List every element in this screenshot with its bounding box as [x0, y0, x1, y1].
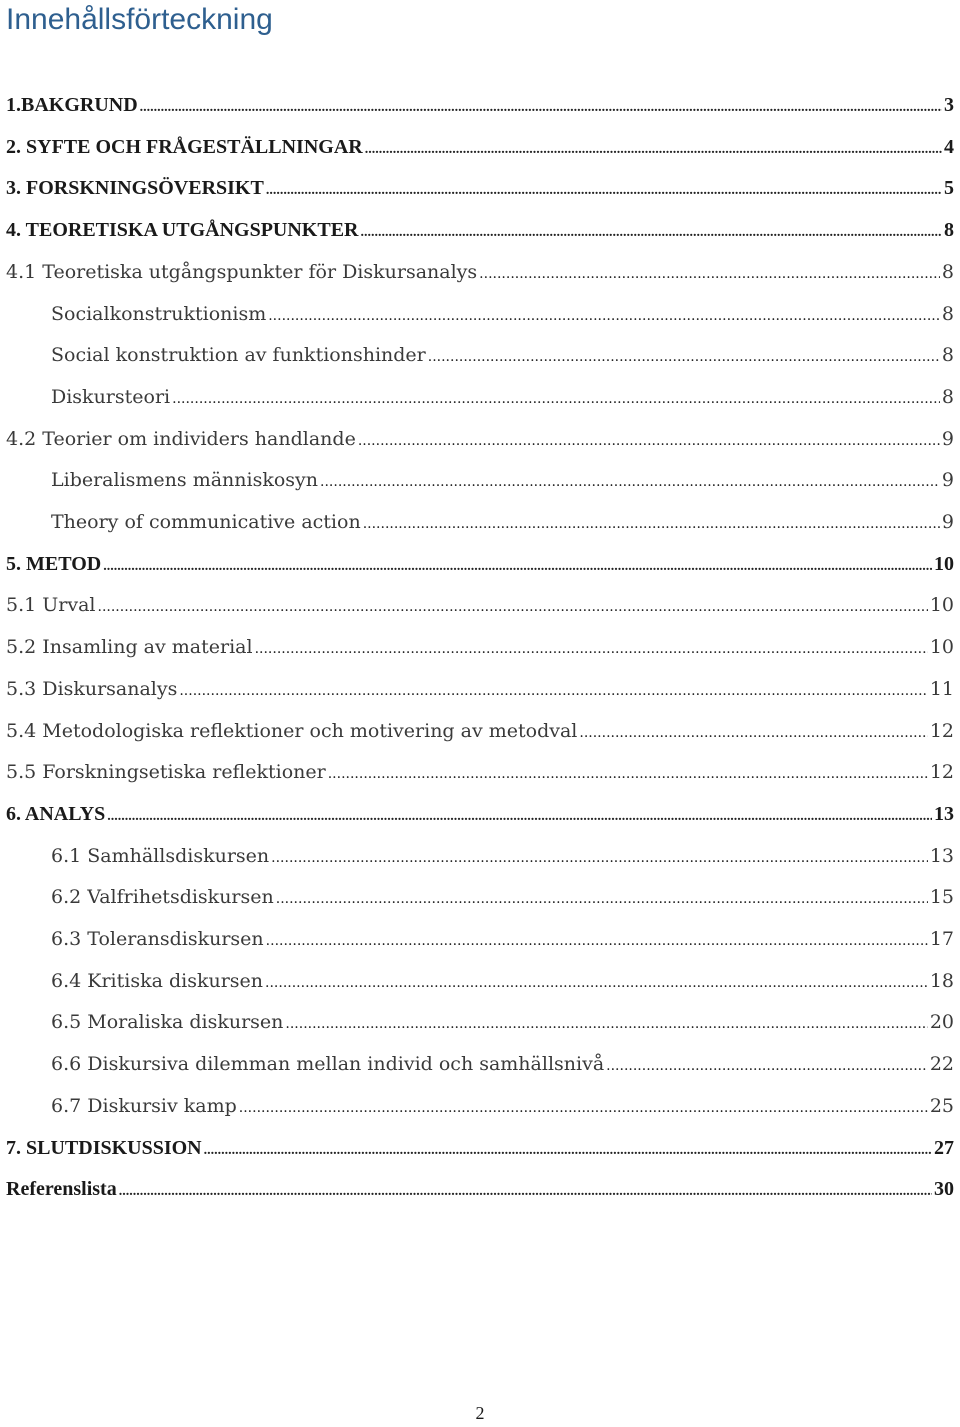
toc-entry[interactable]: [51, 465, 954, 495]
toc-entry[interactable]: [51, 299, 954, 329]
toc-dot-leader: [428, 342, 940, 372]
toc-dot-leader: [358, 426, 940, 456]
toc-entry-page: 10: [929, 636, 954, 659]
toc-dot-leader: [320, 467, 940, 497]
toc-dot-leader: [239, 1093, 928, 1123]
toc-entry-label: 5.4 Metodologiska reflektioner och motivering av metodval: [6, 719, 578, 742]
toc-entry-page: 22: [929, 1053, 954, 1076]
page-number: 2: [475, 1403, 485, 1423]
toc-dot-leader: [285, 1009, 927, 1039]
toc-entry-page: 13: [934, 802, 954, 825]
toc-entry-page: 12: [929, 719, 954, 742]
toc-entry-label: 6.1 Samhällsdiskursen: [51, 844, 270, 867]
toc-entry-label: 6.3 Toleransdiskursen: [51, 928, 264, 950]
toc-entry-page: 27: [934, 1136, 954, 1159]
toc-entry[interactable]: [6, 173, 954, 203]
toc-dot-leader: [266, 926, 928, 956]
toc-entry[interactable]: [51, 340, 954, 370]
toc-entry-label: Theory of communicative action: [51, 511, 361, 533]
toc-entry-label: 5.3 Diskursanalys: [6, 677, 178, 700]
toc-entry[interactable]: [6, 424, 954, 454]
toc-entry-page: 10: [929, 594, 954, 617]
toc-dot-leader: [579, 718, 927, 748]
toc-dot-leader: [140, 93, 942, 123]
toc-entry-page: 8: [944, 219, 954, 242]
toc-entry-page: 8: [941, 344, 954, 367]
toc-entry[interactable]: [51, 507, 954, 537]
toc-entry-page: 8: [941, 302, 954, 325]
toc-entry-page: 8: [941, 385, 954, 408]
toc-dot-leader: [98, 592, 928, 622]
toc-entry-page: 11: [929, 677, 954, 700]
toc-entry[interactable]: [6, 674, 954, 704]
toc-dot-leader: [119, 1177, 932, 1207]
toc-dot-leader: [265, 968, 928, 998]
toc-dot-leader: [266, 176, 942, 206]
toc-entry-page: 15: [929, 886, 954, 909]
toc-entry[interactable]: [51, 966, 954, 996]
toc-entry-page: 10: [934, 552, 954, 575]
toc-dot-leader: [255, 634, 928, 664]
toc-dot-leader: [204, 1136, 932, 1166]
toc-entry[interactable]: [6, 1133, 954, 1163]
toc-entry-page: 17: [929, 928, 954, 950]
toc-dot-leader: [479, 259, 940, 289]
toc-entry-label: 5.2 Insamling av material: [6, 636, 253, 659]
toc-entry[interactable]: [51, 882, 954, 912]
toc-entry[interactable]: [6, 799, 954, 829]
toc-entry[interactable]: [6, 757, 954, 787]
toc-entry-page: 30: [934, 1178, 954, 1201]
toc-entry-label: 4.2 Teorier om individers handlande: [6, 427, 356, 450]
toc-entry-label: Referenslista: [6, 1178, 117, 1201]
toc-dot-leader: [103, 552, 932, 582]
toc-entry[interactable]: [6, 549, 954, 579]
toc-entry[interactable]: [6, 632, 954, 662]
toc-entry[interactable]: [6, 590, 954, 620]
toc-dot-leader: [328, 759, 928, 789]
page-title: Innehållsförteckning: [6, 3, 273, 36]
toc-entry[interactable]: [6, 90, 954, 120]
toc-entry-label: Socialkonstruktionism: [51, 302, 267, 325]
toc-entry-label: 6.7 Diskursiv kamp: [51, 1094, 237, 1117]
toc-entry-label: 6.5 Moraliska diskursen: [51, 1011, 284, 1034]
toc-entry[interactable]: [6, 257, 954, 287]
toc-dot-leader: [276, 884, 928, 914]
toc-entry-label: 6. ANALYS: [6, 802, 106, 825]
toc-dot-leader: [606, 1051, 928, 1081]
toc-entry-page: 8: [941, 260, 954, 283]
toc-dot-leader: [365, 135, 942, 165]
toc-entry-label: 5.1 Urval: [6, 594, 96, 617]
toc-entry[interactable]: [6, 716, 954, 746]
toc-entry-label: 4.1 Teoretiska utgångspunkter för Diskursanalys: [6, 260, 478, 283]
toc-entry-label: 3. FORSKNINGSÖVERSIKT: [6, 177, 264, 200]
toc-entry[interactable]: [51, 1007, 954, 1037]
toc-entry-label: 7. SLUTDISKUSSION: [6, 1136, 202, 1159]
toc-entry-page: 5: [944, 177, 954, 200]
toc-entry-label: Social konstruktion av funktionshinder: [51, 344, 426, 367]
toc-entry-label: Liberalismens människosyn: [51, 469, 319, 492]
toc-entry-label: 6.4 Kritiska diskursen: [51, 969, 264, 992]
toc-entry[interactable]: [51, 1049, 954, 1079]
toc-entry[interactable]: [6, 1174, 954, 1204]
toc-dot-leader: [172, 384, 940, 414]
toc-entry-page: 12: [929, 761, 954, 784]
toc-entry[interactable]: [6, 215, 954, 245]
toc-entry-label: Diskursteori: [51, 385, 171, 408]
toc-entry-label: 6.6 Diskursiva dilemman mellan individ och samhällsnivå: [51, 1053, 605, 1076]
toc-entry-label: 6.2 Valfrihetsdiskursen: [51, 886, 274, 909]
toc-dot-leader: [107, 802, 932, 832]
toc-entry[interactable]: [6, 132, 954, 162]
toc-dot-leader: [361, 218, 943, 248]
toc-entry-label: 5. METOD: [6, 552, 102, 575]
toc-entry-page: 13: [929, 844, 954, 867]
toc-entry[interactable]: [51, 841, 954, 871]
toc-dot-leader: [268, 301, 940, 331]
toc-entry-page: 9: [941, 427, 954, 450]
toc-dot-leader: [179, 676, 927, 706]
toc-dot-leader: [363, 509, 940, 539]
toc-entry-label: 1.BAKGRUND: [6, 94, 138, 116]
toc-entry[interactable]: [51, 1091, 954, 1121]
toc-entry-page: 3: [944, 94, 954, 116]
toc-entry[interactable]: [51, 382, 954, 412]
toc-entry-page: 9: [941, 469, 954, 492]
toc-entry-label: 4. TEORETISKA UTGÅNGSPUNKTER: [6, 219, 359, 242]
toc-entry-page: 4: [944, 135, 954, 158]
toc-entry-page: 20: [929, 1011, 954, 1034]
toc-entry[interactable]: [51, 924, 954, 954]
toc-entry-label: 5.5 Forskningsetiska reflektioner: [6, 761, 326, 784]
toc-entry-page: 9: [941, 511, 954, 533]
toc-dot-leader: [271, 843, 928, 873]
toc-entry-page: 18: [929, 969, 954, 992]
toc-entry-label: 2. SYFTE OCH FRÅGESTÄLLNINGAR: [6, 135, 363, 158]
toc-entry-page: 25: [929, 1094, 954, 1117]
